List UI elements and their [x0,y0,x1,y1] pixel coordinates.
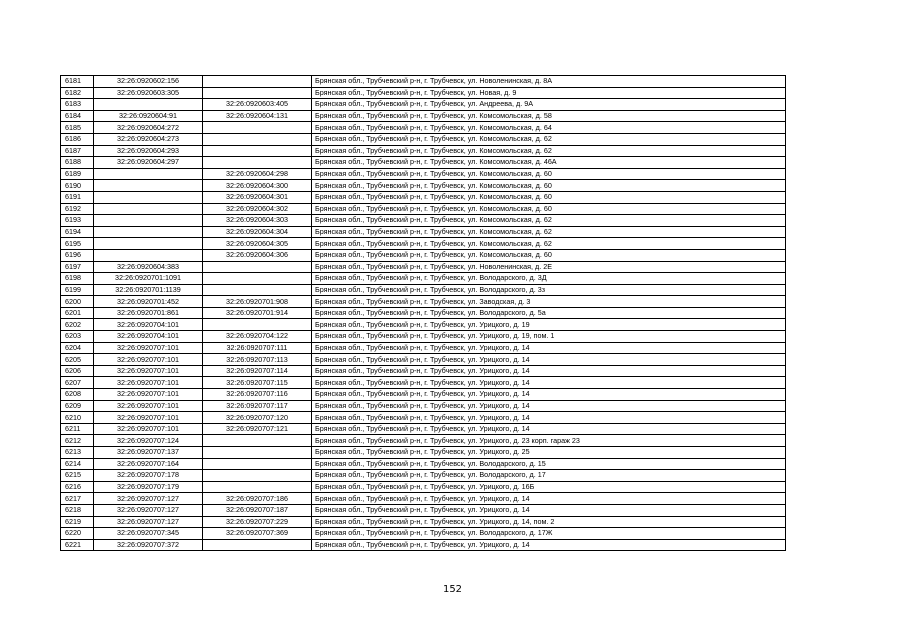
address-cell: Брянская обл., Трубчевский р-н, г. Трубчевск, ул. Урицкого, д. 23 корп. гараж 23 [312,435,786,447]
address-cell: Брянская обл., Трубчевский р-н, г. Трубчевск, ул. Новоленинская, д. 8А [312,76,786,88]
object-number-cell: 32:26:0920701:908 [203,296,312,308]
object-number-cell [203,133,312,145]
parcel-number-cell: 32:26:0920707:345 [94,528,203,540]
address-cell: Брянская обл., Трубчевский р-н, г. Трубчевск, ул. Комсомольская, д. 64 [312,122,786,134]
page-number: 152 [442,584,463,595]
object-number-cell: 32:26:0920707:120 [203,412,312,424]
object-number-cell [203,319,312,331]
registry-table-body [61,76,786,551]
address-cell: Брянская обл., Трубчевский р-н, г. Трубчевск, ул. Комсомольская, д. 62 [312,238,786,250]
address-cell: Брянская обл., Трубчевский р-н, г. Трубчевск, ул. Урицкого, д. 14 [312,539,786,551]
row-number-cell: 6199 [61,284,94,296]
object-number-cell: 32:26:0920707:186 [203,493,312,505]
object-number-cell: 32:26:0920604:300 [203,180,312,192]
address-cell: Брянская обл., Трубчевский р-н, г. Трубчевск, ул. Володарского, д. 3Д [312,273,786,285]
parcel-number-cell: 32:26:0920707:127 [94,516,203,528]
row-number-cell: 6206 [61,365,94,377]
row-number-cell: 6204 [61,342,94,354]
table-row [61,180,786,192]
row-number-cell: 6183 [61,99,94,111]
table-row [61,296,786,308]
row-number-cell: 6194 [61,226,94,238]
parcel-number-cell: 32:26:0920602:156 [94,76,203,88]
address-cell: Брянская обл., Трубчевский р-н, г. Трубчевск, ул. Урицкого, д. 25 [312,447,786,459]
object-number-cell [203,87,312,99]
address-cell: Брянская обл., Трубчевский р-н, г. Трубчевск, ул. Комсомольская, д. 46А [312,157,786,169]
address-cell: Брянская обл., Трубчевский р-н, г. Трубчевск, ул. Урицкого, д. 14 [312,377,786,389]
row-number-cell: 6196 [61,249,94,261]
row-number-cell: 6201 [61,307,94,319]
row-number-cell: 6191 [61,191,94,203]
parcel-number-cell: 32:26:0920604:273 [94,133,203,145]
object-number-cell: 32:26:0920707:113 [203,354,312,366]
parcel-number-cell: 32:26:0920603:305 [94,87,203,99]
object-number-cell [203,470,312,482]
table-row [61,307,786,319]
address-cell: Брянская обл., Трубчевский р-н, г. Трубчевск, ул. Андреева, д. 9А [312,99,786,111]
address-cell: Брянская обл., Трубчевский р-н, г. Трубчевск, ул. Урицкого, д. 14 [312,412,786,424]
table-row [61,458,786,470]
parcel-number-cell [94,238,203,250]
table-row [61,168,786,180]
object-number-cell: 32:26:0920604:305 [203,238,312,250]
table-row [61,203,786,215]
row-number-cell: 6184 [61,110,94,122]
table-row [61,284,786,296]
address-cell: Брянская обл., Трубчевский р-н, г. Трубчевск, ул. Урицкого, д. 14 [312,365,786,377]
parcel-number-cell: 32:26:0920707:127 [94,493,203,505]
row-number-cell: 6205 [61,354,94,366]
row-number-cell: 6209 [61,400,94,412]
table-row [61,504,786,516]
row-number-cell: 6195 [61,238,94,250]
address-cell: Брянская обл., Трубчевский р-н, г. Трубчевск, ул. Урицкого, д. 14 [312,493,786,505]
parcel-number-cell [94,249,203,261]
address-cell: Брянская обл., Трубчевский р-н, г. Трубчевск, ул. Заводская, д. 3 [312,296,786,308]
table-row [61,122,786,134]
address-cell: Брянская обл., Трубчевский р-н, г. Трубчевск, ул. Комсомольская, д. 60 [312,180,786,192]
parcel-number-cell: 32:26:0920604:297 [94,157,203,169]
parcel-number-cell: 32:26:0920701:452 [94,296,203,308]
parcel-number-cell: 32:26:0920707:101 [94,412,203,424]
parcel-number-cell: 32:26:0920604:91 [94,110,203,122]
parcel-number-cell: 32:26:0920707:127 [94,504,203,516]
object-number-cell: 32:26:0920707:229 [203,516,312,528]
table-row [61,481,786,493]
parcel-number-cell: 32:26:0920707:101 [94,400,203,412]
table-row [61,447,786,459]
table-row [61,273,786,285]
table-row [61,412,786,424]
parcel-number-cell: 32:26:0920604:272 [94,122,203,134]
object-number-cell [203,435,312,447]
address-cell: Брянская обл., Трубчевский р-н, г. Трубчевск, ул. Урицкого, д. 19, пом. 1 [312,331,786,343]
object-number-cell: 32:26:0920604:301 [203,191,312,203]
object-number-cell: 32:26:0920704:122 [203,331,312,343]
row-number-cell: 6188 [61,157,94,169]
table-row [61,226,786,238]
object-number-cell: 32:26:0920604:304 [203,226,312,238]
parcel-number-cell: 32:26:0920704:101 [94,319,203,331]
table-row [61,76,786,88]
parcel-number-cell: 32:26:0920704:101 [94,331,203,343]
row-number-cell: 6212 [61,435,94,447]
parcel-number-cell: 32:26:0920707:179 [94,481,203,493]
object-number-cell: 32:26:0920604:131 [203,110,312,122]
row-number-cell: 6192 [61,203,94,215]
row-number-cell: 6214 [61,458,94,470]
object-number-cell: 32:26:0920707:121 [203,423,312,435]
table-row [61,191,786,203]
address-cell: Брянская обл., Трубчевский р-н, г. Трубчевск, ул. Урицкого, д. 16Б [312,481,786,493]
table-row [61,261,786,273]
object-number-cell [203,76,312,88]
address-cell: Брянская обл., Трубчевский р-н, г. Трубчевск, ул. Комсомольская, д. 60 [312,203,786,215]
address-cell: Брянская обл., Трубчевский р-н, г. Трубчевск, ул. Комсомольская, д. 62 [312,215,786,227]
parcel-number-cell [94,226,203,238]
table-row [61,157,786,169]
registry-table [60,75,786,551]
object-number-cell [203,122,312,134]
object-number-cell [203,481,312,493]
table-row [61,528,786,540]
parcel-number-cell [94,215,203,227]
row-number-cell: 6219 [61,516,94,528]
row-number-cell: 6220 [61,528,94,540]
row-number-cell: 6203 [61,331,94,343]
table-row [61,110,786,122]
row-number-cell: 6190 [61,180,94,192]
object-number-cell [203,284,312,296]
row-number-cell: 6197 [61,261,94,273]
row-number-cell: 6182 [61,87,94,99]
address-cell: Брянская обл., Трубчевский р-н, г. Трубчевск, ул. Урицкого, д. 14 [312,400,786,412]
table-row [61,99,786,111]
parcel-number-cell [94,203,203,215]
table-row [61,331,786,343]
parcel-number-cell: 32:26:0920707:101 [94,342,203,354]
address-cell: Брянская обл., Трубчевский р-н, г. Трубчевск, ул. Комсомольская, д. 60 [312,249,786,261]
table-row [61,377,786,389]
parcel-number-cell: 32:26:0920701:1139 [94,284,203,296]
row-number-cell: 6207 [61,377,94,389]
address-cell: Брянская обл., Трубчевский р-н, г. Трубчевск, ул. Урицкого, д. 14 [312,354,786,366]
parcel-number-cell: 32:26:0920707:101 [94,365,203,377]
table-row [61,342,786,354]
object-number-cell [203,447,312,459]
parcel-number-cell: 32:26:0920707:101 [94,354,203,366]
address-cell: Брянская обл., Трубчевский р-н, г. Трубчевск, ул. Новая, д. 9 [312,87,786,99]
parcel-number-cell: 32:26:0920707:124 [94,435,203,447]
row-number-cell: 6187 [61,145,94,157]
address-cell: Брянская обл., Трубчевский р-н, г. Трубчевск, ул. Комсомольская, д. 58 [312,110,786,122]
address-cell: Брянская обл., Трубчевский р-н, г. Трубчевск, ул. Урицкого, д. 14 [312,423,786,435]
parcel-number-cell: 32:26:0920707:101 [94,377,203,389]
address-cell: Брянская обл., Трубчевский р-н, г. Трубчевск, ул. Володарского, д. 17 [312,470,786,482]
row-number-cell: 6217 [61,493,94,505]
table-row [61,400,786,412]
parcel-number-cell: 32:26:0920701:861 [94,307,203,319]
table-row [61,493,786,505]
object-number-cell: 32:26:0920707:115 [203,377,312,389]
parcel-number-cell: 32:26:0920707:137 [94,447,203,459]
object-number-cell: 32:26:0920604:298 [203,168,312,180]
table-row [61,516,786,528]
table-row [61,470,786,482]
address-cell: Брянская обл., Трубчевский р-н, г. Трубчевск, ул. Комсомольская, д. 60 [312,168,786,180]
parcel-number-cell: 32:26:0920707:101 [94,423,203,435]
address-cell: Брянская обл., Трубчевский р-н, г. Трубчевск, ул. Урицкого, д. 19 [312,319,786,331]
table-row [61,319,786,331]
row-number-cell: 6186 [61,133,94,145]
table-row [61,389,786,401]
address-cell: Брянская обл., Трубчевский р-н, г. Трубчевск, ул. Урицкого, д. 14 [312,504,786,516]
object-number-cell: 32:26:0920707:117 [203,400,312,412]
row-number-cell: 6216 [61,481,94,493]
object-number-cell: 32:26:0920707:369 [203,528,312,540]
row-number-cell: 6185 [61,122,94,134]
parcel-number-cell [94,191,203,203]
address-cell: Брянская обл., Трубчевский р-н, г. Трубчевск, ул. Володарского, д. 3з [312,284,786,296]
row-number-cell: 6213 [61,447,94,459]
object-number-cell [203,458,312,470]
address-cell: Брянская обл., Трубчевский р-н, г. Трубчевск, ул. Комсомольская, д. 62 [312,226,786,238]
object-number-cell [203,273,312,285]
address-cell: Брянская обл., Трубчевский р-н, г. Трубчевск, ул. Володарского, д. 5а [312,307,786,319]
row-number-cell: 6193 [61,215,94,227]
row-number-cell: 6189 [61,168,94,180]
table-row [61,249,786,261]
address-cell: Брянская обл., Трубчевский р-н, г. Трубчевск, ул. Урицкого, д. 14, пом. 2 [312,516,786,528]
parcel-number-cell [94,180,203,192]
object-number-cell [203,145,312,157]
parcel-number-cell: 32:26:0920701:1091 [94,273,203,285]
parcel-number-cell: 32:26:0920707:372 [94,539,203,551]
table-row [61,238,786,250]
table-row [61,215,786,227]
address-cell: Брянская обл., Трубчевский р-н, г. Трубчевск, ул. Комсомольская, д. 62 [312,133,786,145]
parcel-number-cell: 32:26:0920604:383 [94,261,203,273]
table-row [61,423,786,435]
object-number-cell: 32:26:0920604:303 [203,215,312,227]
row-number-cell: 6181 [61,76,94,88]
address-cell: Брянская обл., Трубчевский р-н, г. Трубчевск, ул. Комсомольская, д. 60 [312,191,786,203]
address-cell: Брянская обл., Трубчевский р-н, г. Трубчевск, ул. Комсомольская, д. 62 [312,145,786,157]
object-number-cell: 32:26:0920701:914 [203,307,312,319]
parcel-number-cell [94,168,203,180]
address-cell: Брянская обл., Трубчевский р-н, г. Трубчевск, ул. Володарского, д. 17Ж [312,528,786,540]
object-number-cell [203,261,312,273]
row-number-cell: 6210 [61,412,94,424]
address-cell: Брянская обл., Трубчевский р-н, г. Трубчевск, ул. Володарского, д. 15 [312,458,786,470]
table-row [61,145,786,157]
parcel-number-cell [94,99,203,111]
table-row [61,354,786,366]
address-cell: Брянская обл., Трубчевский р-н, г. Трубчевск, ул. Новоленинская, д. 2Е [312,261,786,273]
parcel-number-cell: 32:26:0920707:178 [94,470,203,482]
object-number-cell: 32:26:0920604:306 [203,249,312,261]
object-number-cell: 32:26:0920707:114 [203,365,312,377]
address-cell: Брянская обл., Трубчевский р-н, г. Трубчевск, ул. Урицкого, д. 14 [312,342,786,354]
row-number-cell: 6208 [61,389,94,401]
table-row [61,87,786,99]
table-row [61,539,786,551]
object-number-cell [203,539,312,551]
object-number-cell: 32:26:0920707:187 [203,504,312,516]
object-number-cell: 32:26:0920603:405 [203,99,312,111]
parcel-number-cell: 32:26:0920604:293 [94,145,203,157]
address-cell: Брянская обл., Трубчевский р-н, г. Трубчевск, ул. Урицкого, д. 14 [312,389,786,401]
row-number-cell: 6221 [61,539,94,551]
table-row [61,435,786,447]
parcel-number-cell: 32:26:0920707:101 [94,389,203,401]
object-number-cell: 32:26:0920707:111 [203,342,312,354]
table-row [61,133,786,145]
table-row [61,365,786,377]
row-number-cell: 6202 [61,319,94,331]
parcel-number-cell: 32:26:0920707:164 [94,458,203,470]
row-number-cell: 6215 [61,470,94,482]
object-number-cell: 32:26:0920604:302 [203,203,312,215]
row-number-cell: 6211 [61,423,94,435]
object-number-cell [203,157,312,169]
row-number-cell: 6218 [61,504,94,516]
row-number-cell: 6200 [61,296,94,308]
object-number-cell: 32:26:0920707:116 [203,389,312,401]
row-number-cell: 6198 [61,273,94,285]
